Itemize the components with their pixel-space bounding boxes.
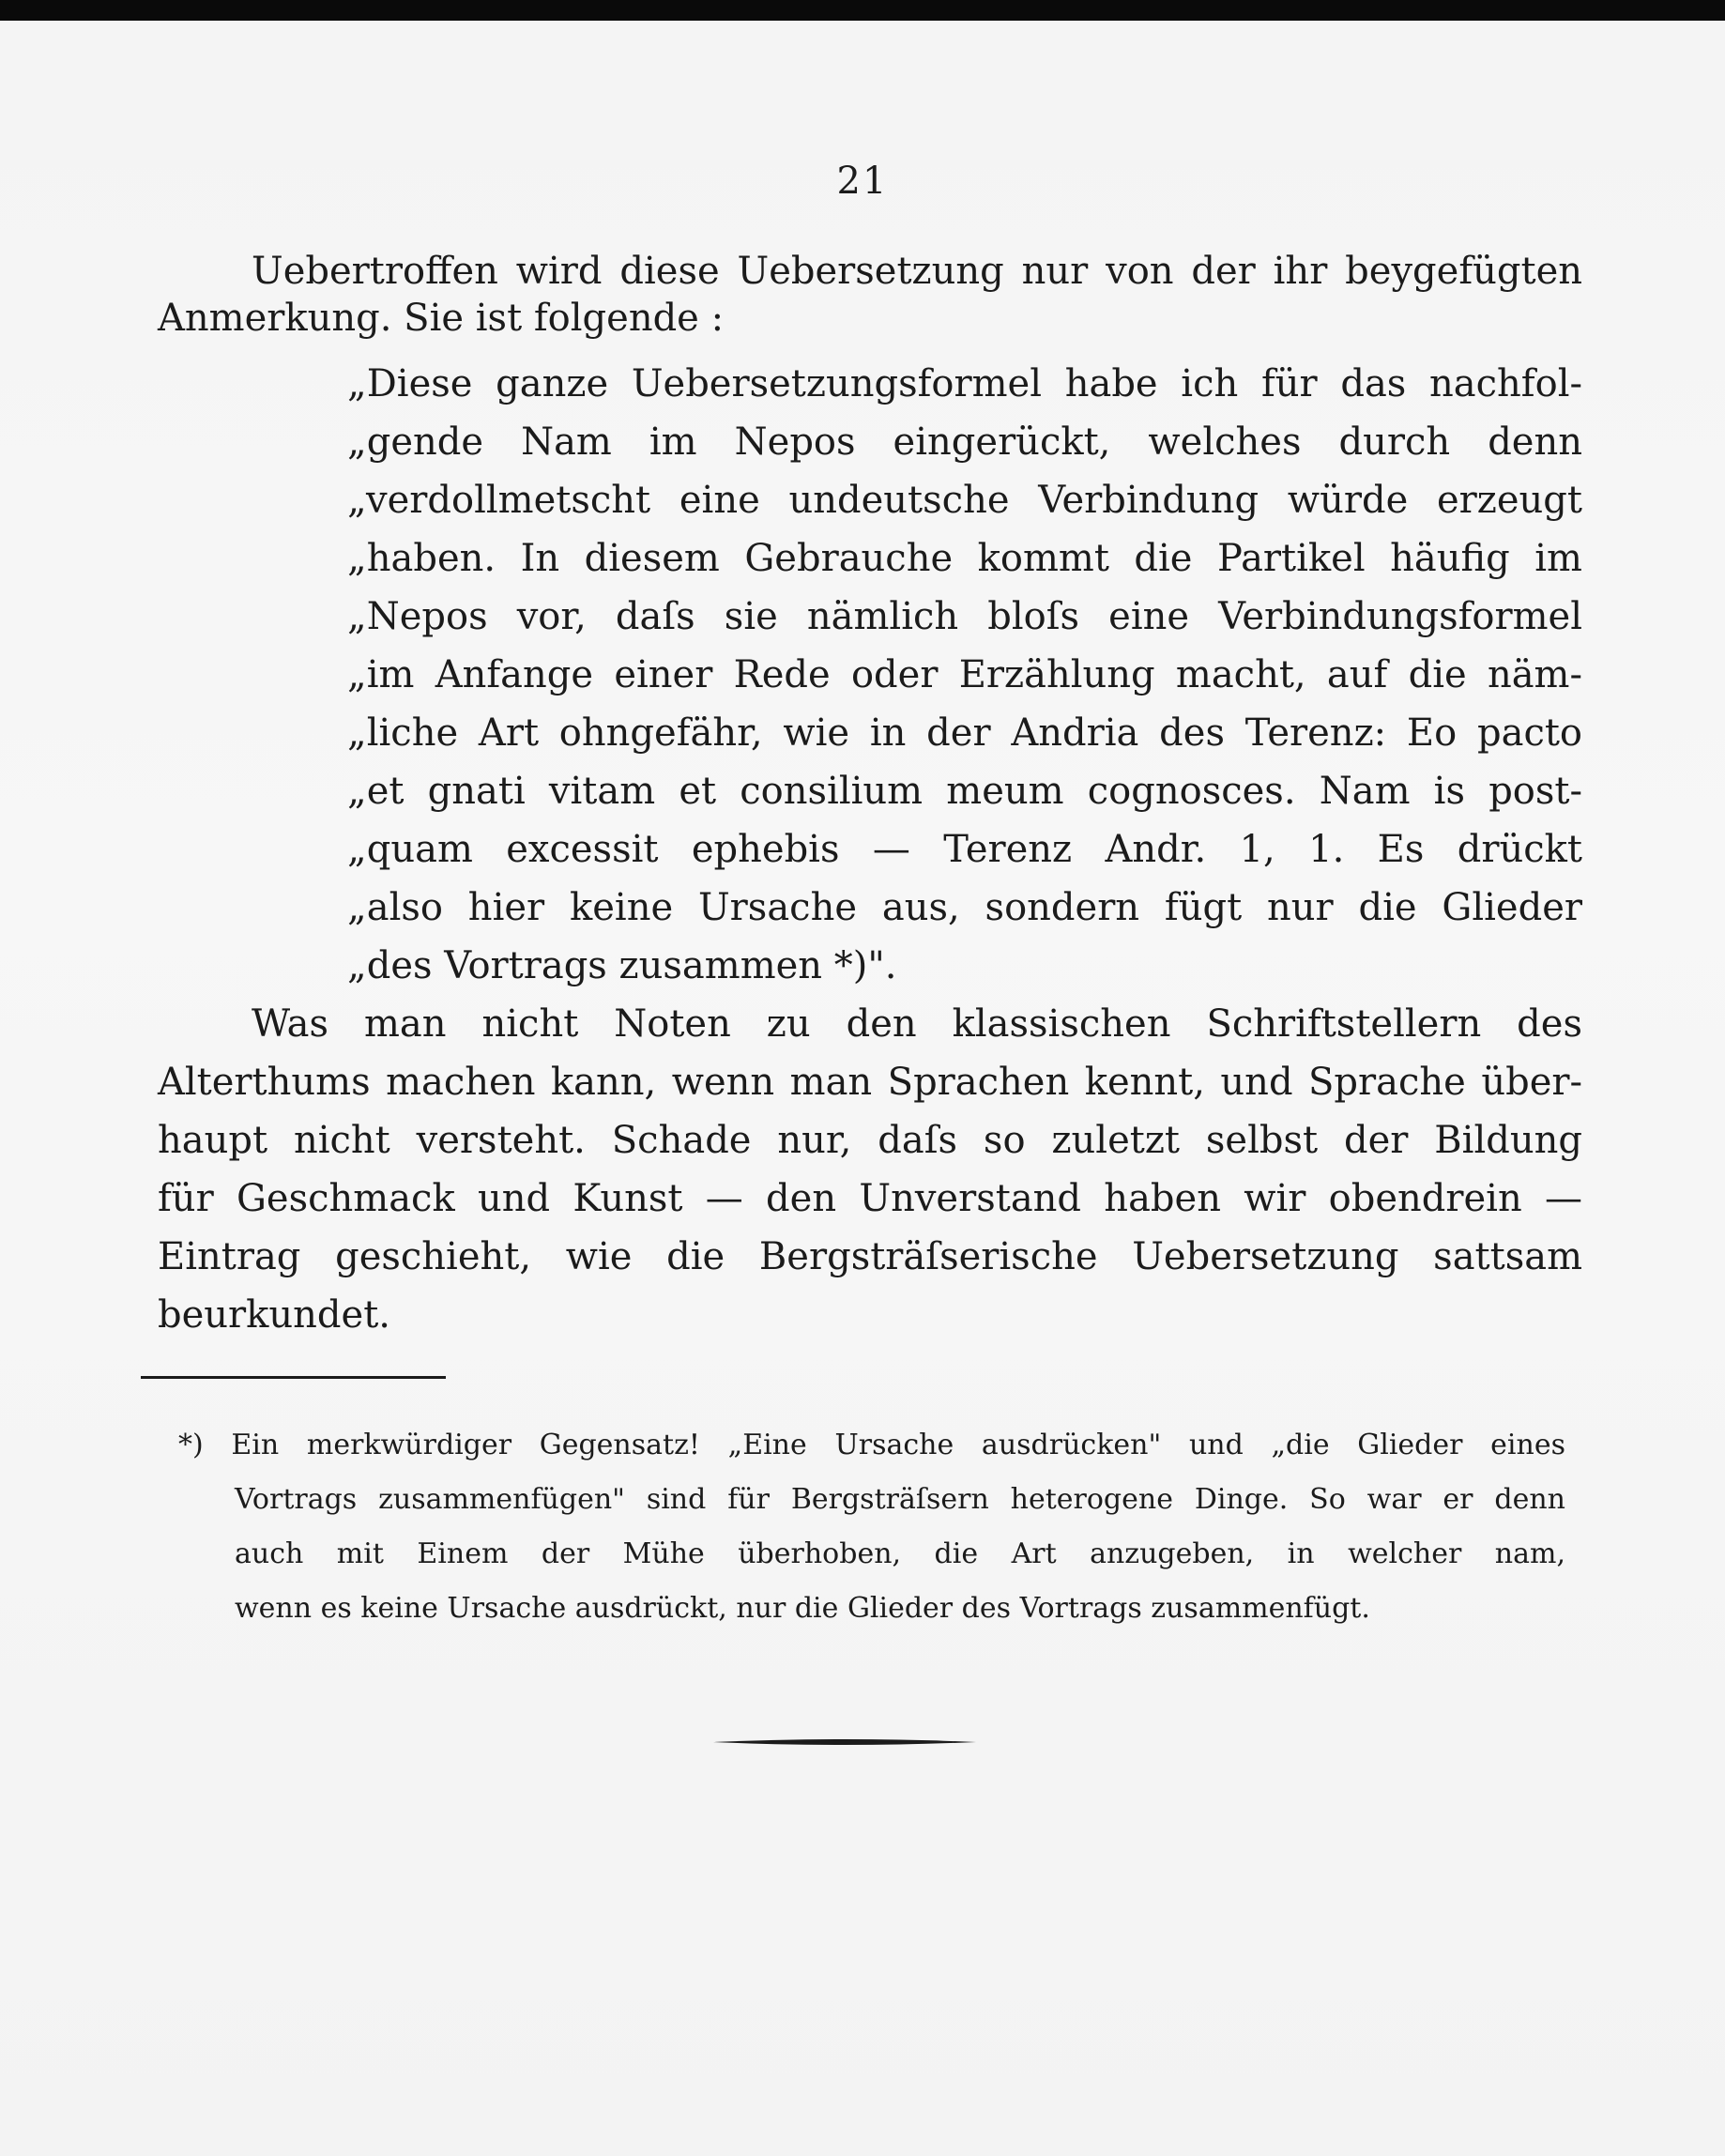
quote-line: „quam excessit ephebis — Terenz Andr. 1, 1. Es drückt	[347, 828, 1582, 871]
quote-line: „liche Art ohngefähr, wie in der Andria des Terenz: Eo pacto	[347, 711, 1582, 755]
text-line: haupt nicht versteht. Schade nur, daſs so zuletzt selbst der Bildung	[158, 1119, 1582, 1162]
scan-top-border	[0, 0, 1725, 21]
quote-line: „haben. In diesem Gebrauche kommt die Partikel häufig im	[347, 537, 1582, 580]
text-line: für Geschmack und Kunst — den Unverstand haben wir obendrein —	[158, 1177, 1582, 1220]
footnote-line: wenn es keine Ursache ausdrückt, nur die Glieder des Vortrags zusammenfügt.	[235, 1592, 1370, 1625]
footnote-separator	[141, 1376, 446, 1379]
quote-line: „im Anfange einer Rede oder Erzählung macht, auf die näm-	[347, 653, 1582, 696]
end-ornament	[713, 1736, 976, 1748]
text-line: Anmerkung. Sie ist folgende :	[158, 297, 725, 340]
page-number: 21	[836, 160, 889, 203]
text-line: beurkundet.	[158, 1293, 390, 1337]
quote-line: „also hier keine Ursache aus, sondern fügt nur die Glieder	[347, 886, 1582, 929]
quote-line: „et gnati vitam et consilium meum cognosces. Nam is post-	[347, 770, 1582, 813]
text-line: Was man nicht Noten zu den klassischen Schriftstellern des	[252, 1002, 1582, 1046]
quote-line: „Diese ganze Uebersetzungsformel habe ich für das nachfol-	[347, 362, 1582, 405]
quote-line: „des Vortrags zusammen *)".	[347, 944, 897, 987]
text-line: Eintrag geschieht, wie die Bergsträſserische Uebersetzung sattsam	[158, 1235, 1582, 1278]
quote-line: „Nepos vor, daſs sie nämlich bloſs eine Verbindungsformel	[347, 595, 1582, 638]
footnote-line: *) Ein merkwürdiger Gegensatz! „Eine Ursache ausdrücken" und „die Glieder eines	[178, 1429, 1565, 1461]
text-line: Alterthums machen kann, wenn man Sprachen kennt, und Sprache über-	[158, 1061, 1582, 1104]
footnote-line: Vortrags zusammenfügen" sind für Bergsträſsern heterogene Dinge. So war er denn	[235, 1483, 1565, 1516]
footnote-line: auch mit Einem der Mühe überhoben, die Art anzugeben, in welcher nam,	[235, 1537, 1565, 1570]
quote-line: „verdollmetscht eine undeutsche Verbindung würde erzeugt	[347, 479, 1582, 522]
text-line: Uebertroffen wird diese Uebersetzung nur von der ihr beygefügten	[252, 250, 1582, 293]
quote-line: „gende Nam im Nepos eingerückt, welches durch denn	[347, 420, 1582, 464]
